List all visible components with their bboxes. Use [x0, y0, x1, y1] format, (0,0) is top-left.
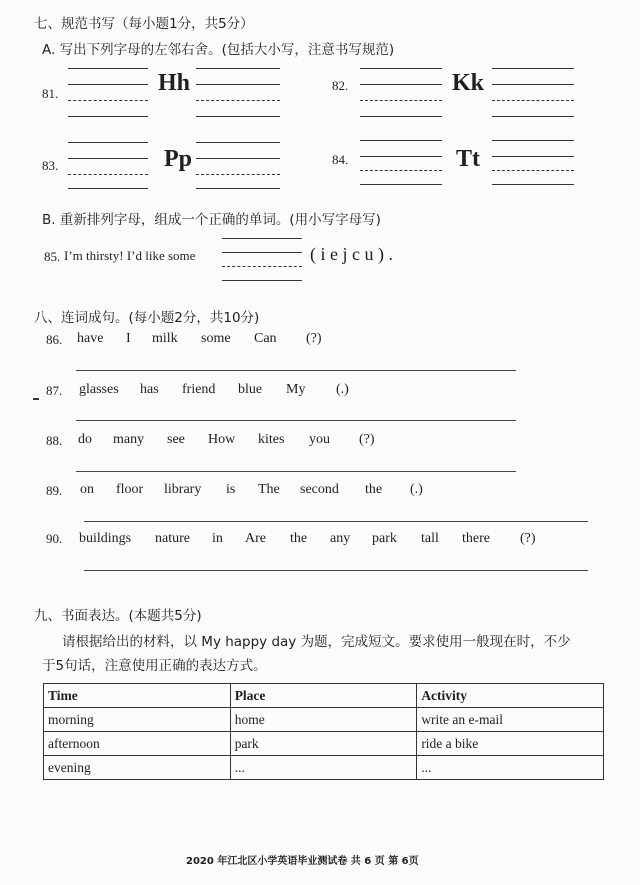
word-chip: friend	[182, 382, 216, 397]
table-row	[44, 756, 604, 780]
word-chip: My	[286, 382, 306, 397]
table-cell: ride a bike	[417, 732, 604, 756]
word-chip: have	[77, 331, 104, 346]
column-header-place: Place	[230, 684, 417, 708]
writing-instruction-line-1: 请根据给出的材料，以 My happy day 为题，完成短文。要求使用一般现在时，不少	[62, 634, 571, 650]
page-footer: 2020 年江北区小学英语毕业测试卷 共 6 页 第 6页	[186, 856, 419, 867]
word-chip: there	[462, 531, 490, 546]
table-cell: park	[230, 732, 417, 756]
section-7-title: 七、规范书写（每小题1分，共5分）	[34, 16, 254, 32]
word-chip: library	[164, 482, 202, 497]
word-chip: floor	[116, 482, 144, 497]
column-header-time: Time	[44, 684, 231, 708]
word-chip: some	[201, 331, 231, 346]
punctuation-hint: (?)	[306, 331, 322, 346]
letter-pair-pp: Pp	[164, 146, 193, 172]
word-chip: buildings	[79, 531, 132, 546]
word-chip: many	[113, 432, 145, 447]
word-chip: milk	[152, 331, 178, 346]
word-chip: glasses	[79, 382, 119, 397]
answer-line-88[interactable]	[76, 471, 516, 472]
table-row	[44, 708, 604, 732]
word-chip: any	[330, 531, 351, 546]
table-cell: evening	[44, 756, 231, 780]
part-a-instruction: A. 写出下列字母的左邻右舍。(包括大小写，注意书写规范)	[42, 42, 395, 58]
question-83-number: 83.	[42, 158, 59, 173]
table-cell: afternoon	[44, 732, 231, 756]
question-88-number: 88.	[46, 433, 63, 448]
word-chip: second	[300, 482, 339, 497]
margin-mark	[33, 398, 39, 400]
word-chip: The	[258, 482, 280, 497]
part-b-instruction: B. 重新排列字母，组成一个正确的单词。(用小写字母写)	[42, 212, 381, 228]
word-chip: has	[140, 382, 159, 397]
question-81-number: 81.	[42, 86, 59, 101]
section-9-title: 九、书面表达。(本题共5分)	[34, 608, 202, 624]
word-chip: I	[126, 331, 131, 346]
table-cell: write an e-mail	[417, 708, 604, 732]
table-cell: ...	[230, 756, 417, 780]
table-cell: home	[230, 708, 417, 732]
answer-line-86[interactable]	[76, 370, 516, 371]
question-90-number: 90.	[46, 531, 63, 546]
table-header-row	[44, 684, 604, 708]
answer-line-89[interactable]	[84, 521, 588, 522]
punctuation-hint: (?)	[359, 432, 375, 447]
letter-pair-tt: Tt	[456, 146, 480, 172]
word-chip: on	[80, 482, 94, 497]
scrambled-letters: ( i e j c u ) .	[310, 244, 393, 264]
question-82-number: 82.	[332, 78, 349, 93]
punctuation-hint: (.)	[410, 482, 423, 497]
word-chip: you	[309, 432, 330, 447]
section-8-title: 八、连词成句。(每小题2分，共10分)	[34, 310, 260, 326]
word-chip: Can	[254, 331, 277, 346]
word-chip: How	[208, 432, 236, 447]
question-87-number: 87.	[46, 383, 63, 398]
letter-pair-hh: Hh	[158, 70, 191, 96]
answer-line-87[interactable]	[76, 420, 516, 421]
word-chip: blue	[238, 382, 263, 397]
word-chip: nature	[155, 531, 190, 546]
letter-pair-kk: Kk	[452, 70, 485, 96]
word-chip: the	[365, 482, 383, 497]
word-chip: tall	[421, 531, 439, 546]
writing-instruction-line-2: 于5句话，注意使用正确的表达方式。	[42, 658, 267, 674]
question-85-number: 85.	[44, 249, 61, 264]
table-cell: ...	[417, 756, 604, 780]
answer-line-90[interactable]	[84, 570, 588, 571]
word-chip: kites	[258, 432, 285, 447]
question-89-number: 89.	[46, 483, 63, 498]
table-row	[44, 732, 604, 756]
word-chip: Are	[245, 531, 266, 546]
table-cell: morning	[44, 708, 231, 732]
punctuation-hint: (?)	[520, 531, 536, 546]
word-chip: in	[212, 531, 223, 546]
punctuation-hint: (.)	[336, 382, 349, 397]
word-chip: the	[290, 531, 308, 546]
material-table	[43, 683, 604, 780]
question-84-number: 84.	[332, 152, 349, 167]
word-chip: is	[226, 482, 236, 497]
word-chip: see	[167, 432, 185, 447]
column-header-activity: Activity	[417, 684, 604, 708]
word-chip: park	[372, 531, 397, 546]
question-86-number: 86.	[46, 332, 63, 347]
question-85-text: I’m thirsty! I’d like some	[64, 248, 196, 263]
word-chip: do	[78, 432, 92, 447]
